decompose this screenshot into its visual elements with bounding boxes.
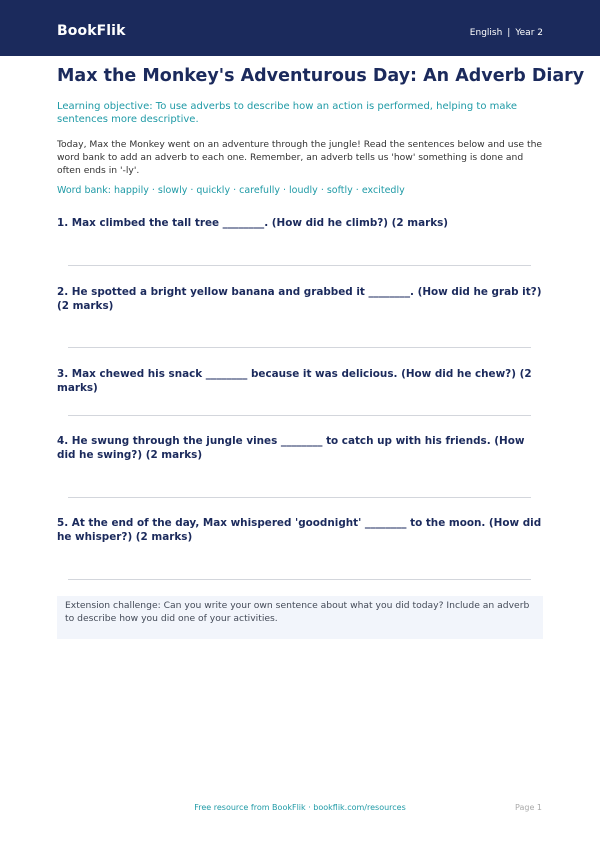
meta-separator: |: [507, 28, 511, 38]
question-1: 1. Max climbed the tall tree ________. (How did he climb?) (2 marks): [57, 217, 449, 229]
year-label: Year 2: [515, 28, 543, 38]
subject-label: English: [469, 28, 503, 38]
brand-logo[interactable]: BookFlik: [57, 23, 126, 39]
worksheet-title: Max the Monkey's Adventurous Day: An Adverb Diary: [57, 66, 585, 86]
learning-objective: Learning objective: To use adverbs to describe how an action is performed, helping to make sentences more descriptive.: [57, 101, 518, 125]
question-5: 5. At the end of the day, Max whispered 'goodnight' ________ to the moon. (How did he whisper?) (2 marks): [57, 517, 542, 543]
word-bank: Word bank: happily · slowly · quickly · carefully · loudly · softly · excitedly: [57, 185, 405, 196]
page-number: Page 1: [515, 803, 542, 812]
footer-source-link[interactable]: Free resource from BookFlik · bookflik.com/resources: [194, 803, 406, 812]
answer-line-4[interactable]: [68, 497, 531, 498]
answer-line-3[interactable]: [68, 415, 531, 416]
question-2: 2. He spotted a bright yellow banana and grabbed it ________. (How did he grab it?) (2 marks): [57, 286, 542, 312]
intro-paragraph: Today, Max the Monkey went on an adventure through the jungle! Read the sentences below and use the word bank to add an adverb to each one. Remember, an adverb tells us 'how' something is done and often ends in '-ly'.: [57, 139, 543, 176]
answer-line-1[interactable]: [68, 265, 531, 266]
subject-year-meta: [470, 27, 543, 39]
question-4: 4. He swung through the jungle vines ________ to catch up with his friends. (How did he swing?) (2 marks): [57, 435, 525, 461]
extension-challenge: Extension challenge: Can you write your own sentence about what you did today? Include an adverb to describe how you did one of your activities.: [57, 596, 543, 639]
question-3: 3. Max chewed his snack ________ because it was delicious. (How did he chew?) (2 marks): [57, 368, 532, 394]
page-footer: [0, 802, 600, 814]
site-header: [0, 0, 600, 56]
answer-line-2[interactable]: [68, 347, 531, 348]
answer-line-5[interactable]: [68, 579, 531, 580]
